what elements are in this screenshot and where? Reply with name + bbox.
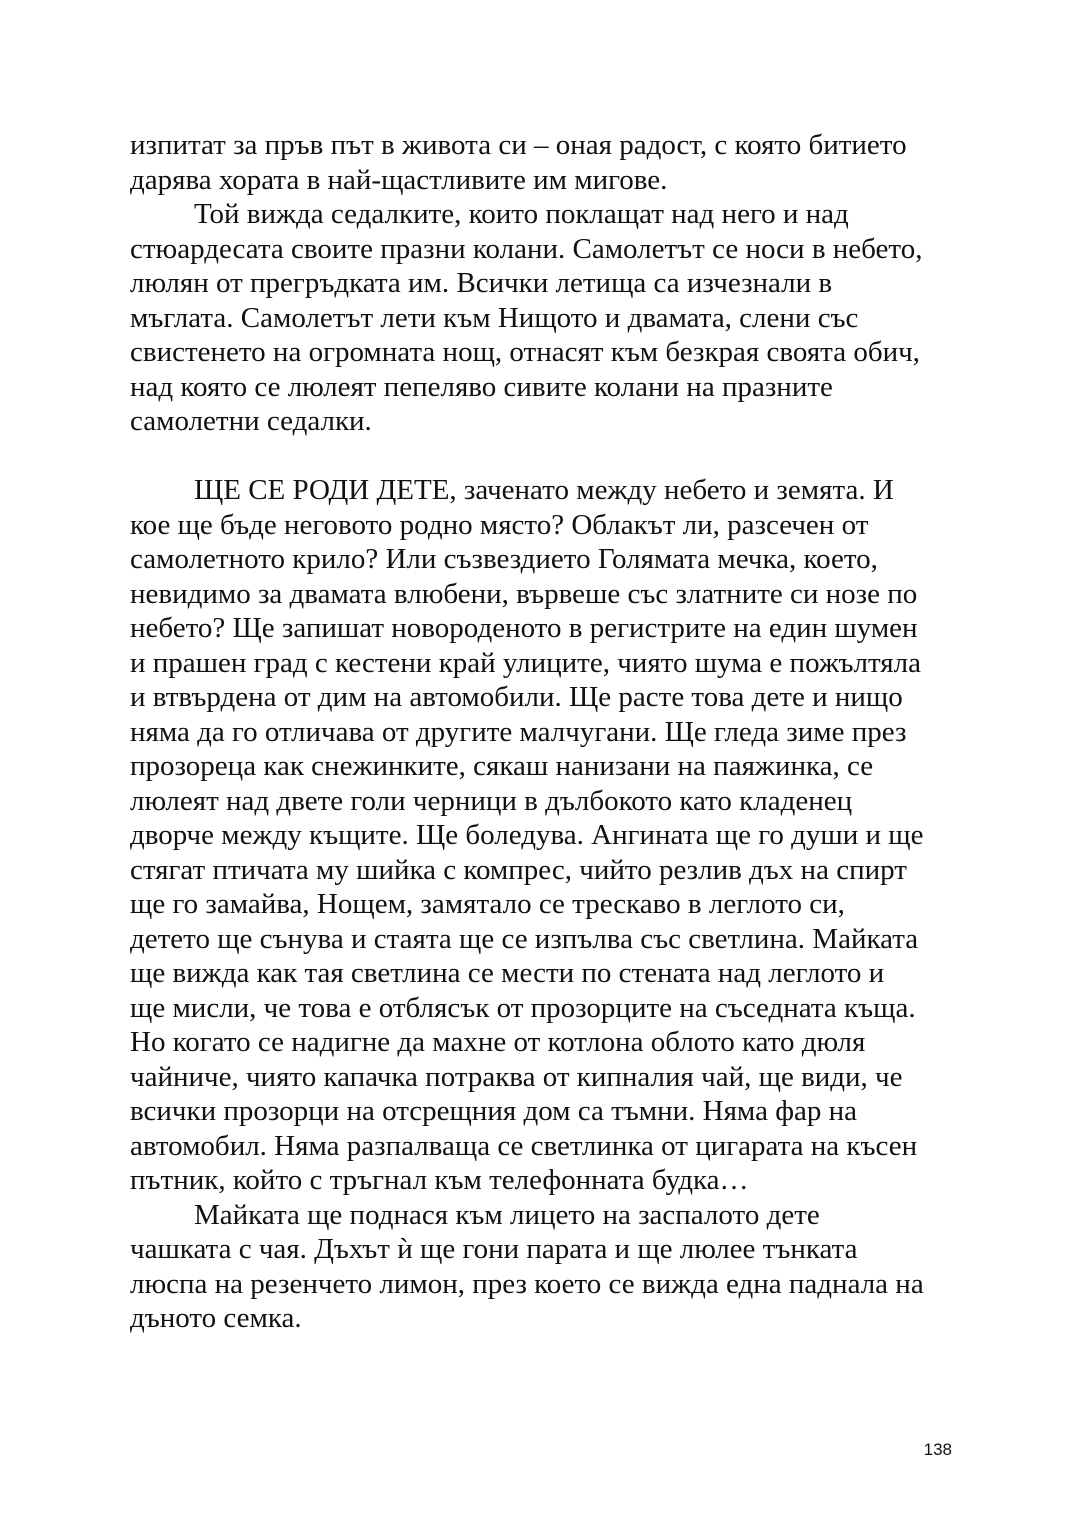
- text-line: чайниче, чиято капачка потраква от кипналия чай, ще види, че: [130, 1060, 903, 1093]
- text-line: небето? Ще запишат новороденото в регистрите на един шумен: [130, 612, 918, 644]
- text-line: люспа на резенчето лимон, през което се вижда една паднала на: [130, 1267, 924, 1300]
- text-line: прозореца как снежинките, сякаш нанизани на паяжинка, се: [130, 750, 874, 782]
- text-line: всички прозорци на отсрещния дом са тъмни. Няма фар на: [130, 1095, 858, 1127]
- text-line: ще вижда как тая светлина се мести по стената над леглото и: [130, 957, 885, 989]
- text-line: самолетното крило? Или съзвездието Голямата мечка, което,: [130, 543, 878, 575]
- text-line: ще го замайва, Нощем, замятало се трескаво в леглото си,: [130, 888, 845, 920]
- text-line: и втвърдена от дим на автомобили. Ще расте това дете и нищо: [130, 681, 903, 713]
- paragraph-gap: [130, 439, 956, 474]
- body-text: [130, 128, 956, 1336]
- page-number: 138: [923, 1440, 952, 1459]
- text-line: люлеят над двете голи черници в дълбокото като кладенец: [130, 784, 853, 817]
- paragraph-start: Майката ще поднася към лицето на заспалото дете: [194, 1198, 820, 1231]
- text-line: над която се люлеят пепеляво сивите колани на празните: [130, 370, 833, 403]
- text-line: изпитат за пръв път в живота си – оная радост, с която битието: [130, 129, 907, 161]
- text-line: дарява хората в най-щастливите им мигове.: [130, 163, 668, 196]
- text-line: няма да го отличава от другите малчугани. Ще гледа зиме през: [130, 715, 907, 748]
- text-line: детето ще сънува и стаята ще се изпълва със светлина. Майката: [130, 922, 919, 955]
- text-line: стягат птичата му шийка с компрес, чийто резлив дъх на спирт: [130, 853, 907, 886]
- text-line: пътник, който с тръгнал към телефонната будка…: [130, 1164, 749, 1196]
- text-line: невидимо за двамата влюбени, вървеше със златните си нозе по: [130, 577, 918, 610]
- text-line: чашката с чая. Дъхът ѝ ще гони парата и ще люлее тънката: [130, 1233, 858, 1265]
- text-line: Но когато се надигне да махне от котлона облото като дюля: [130, 1026, 866, 1058]
- text-line: дъното семка.: [130, 1302, 302, 1334]
- text-line: и прашен град с кестени край улиците, чиято шума е пожълтяла: [130, 646, 921, 679]
- text-line: автомобил. Няма разпалваща се светлинка от цигарата на късен: [130, 1129, 918, 1162]
- text-line: стюардесата своите празни колани. Самолетът се носи в небето,: [130, 232, 923, 265]
- paragraph-start: ЩЕ СЕ РОДИ ДЕТЕ, заченато между небето и земята. И: [194, 474, 894, 506]
- paragraph-start: Той вижда седалките, които поклащат над него и над: [194, 198, 849, 230]
- text-line: люлян от прегръдката им. Всички летища са изчезнали в: [130, 267, 833, 299]
- text-line: свистенето на огромната нощ, отнасят към безкрая своята обич,: [130, 336, 920, 368]
- text-line: кое ще бъде неговото родно място? Облакът ли, разсечен от: [130, 508, 869, 541]
- text-line: самолетни седалки.: [130, 405, 372, 437]
- text-line: дворче между къщите. Ще боледува. Ангината ще го души и ще: [130, 819, 924, 851]
- text-line: мъглата. Самолетът лети към Нищото и двамата, слени със: [130, 301, 859, 334]
- text-line: ще мисли, че това е отблясък от прозорците на съседната къща.: [130, 991, 916, 1024]
